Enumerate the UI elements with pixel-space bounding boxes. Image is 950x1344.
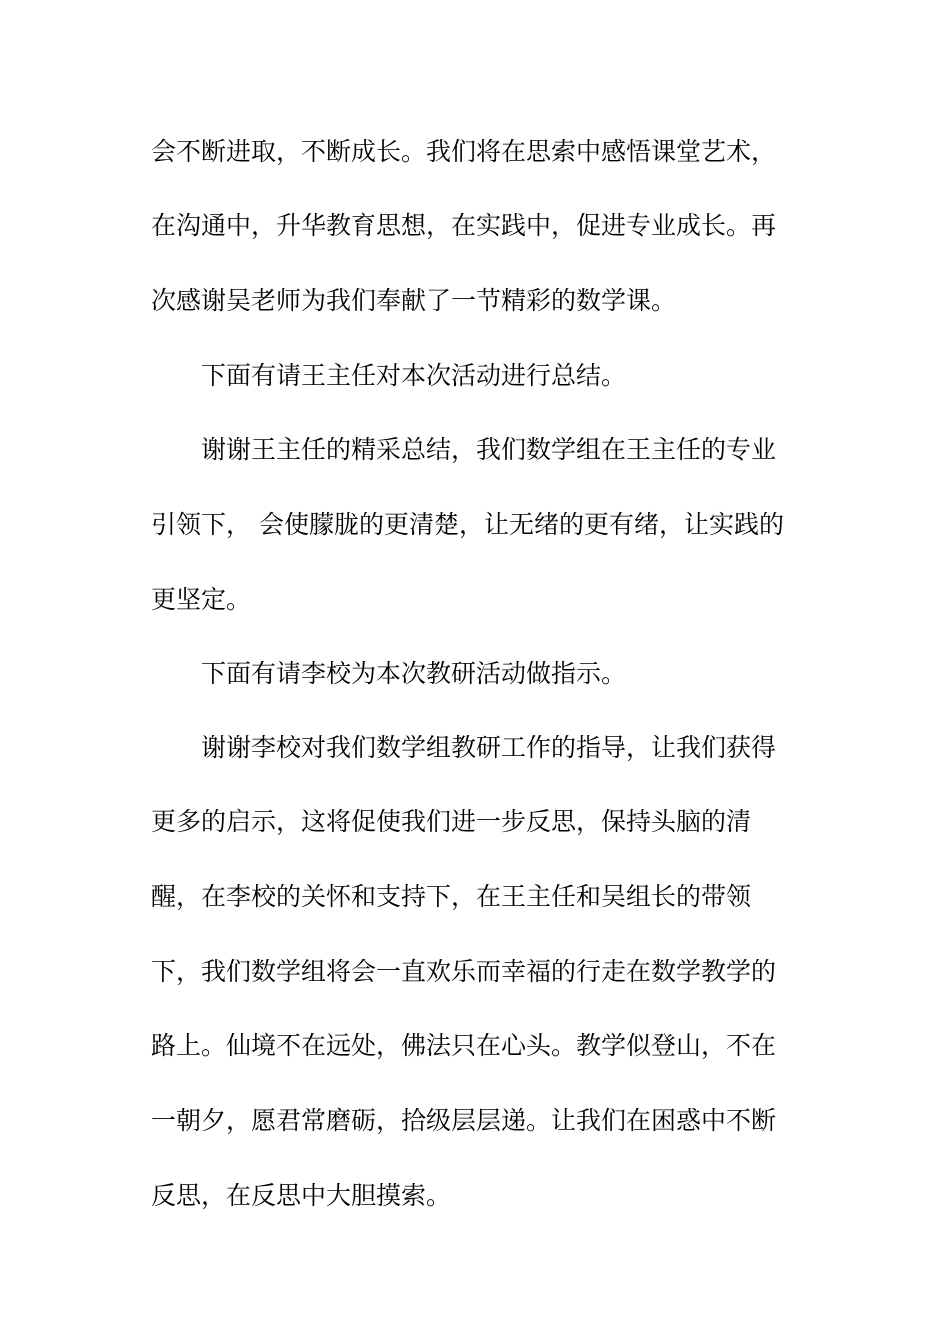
- text-line: 会不断进取，不断成长。我们将在思索中感悟课堂艺术，: [151, 137, 777, 166]
- paragraph-first-line: 下面有请李校为本次教研活动做指示。: [201, 659, 627, 688]
- text-line: 下，我们数学组将会一直欢乐而幸福的行走在数学教学的: [151, 957, 777, 986]
- text-line: 次感谢吴老师为我们奉献了一节精彩的数学课。: [151, 286, 677, 315]
- text-line: 更坚定。: [151, 585, 252, 614]
- paragraph-first-line: 谢谢王主任的精采总结，我们数学组在王主任的专业: [201, 435, 777, 464]
- text-line: 醒，在李校的关怀和支持下，在王主任和吴组长的带领: [151, 882, 752, 911]
- paragraph-first-line: 下面有请王主任对本次活动进行总结。: [201, 361, 627, 390]
- text-line: 在沟通中，升华教育思想，在实践中，促进专业成长。再: [151, 211, 777, 240]
- text-line: 反思，在反思中大胆摸索。: [151, 1181, 452, 1210]
- text-line: 更多的启示，这将促使我们进一步反思，保持头脑的清: [151, 807, 752, 836]
- paragraph-first-line: 谢谢李校对我们数学组教研工作的指导，让我们获得: [201, 733, 777, 762]
- text-line: 引领下， 会使朦胧的更清楚，让无绪的更有绪，让实践的: [151, 510, 784, 539]
- text-line: 一朝夕，愿君常磨砺，拾级层层递。让我们在困惑中不断: [151, 1106, 777, 1135]
- text-line: 路上。仙境不在远处，佛法只在心头。教学似登山，不在: [151, 1031, 777, 1060]
